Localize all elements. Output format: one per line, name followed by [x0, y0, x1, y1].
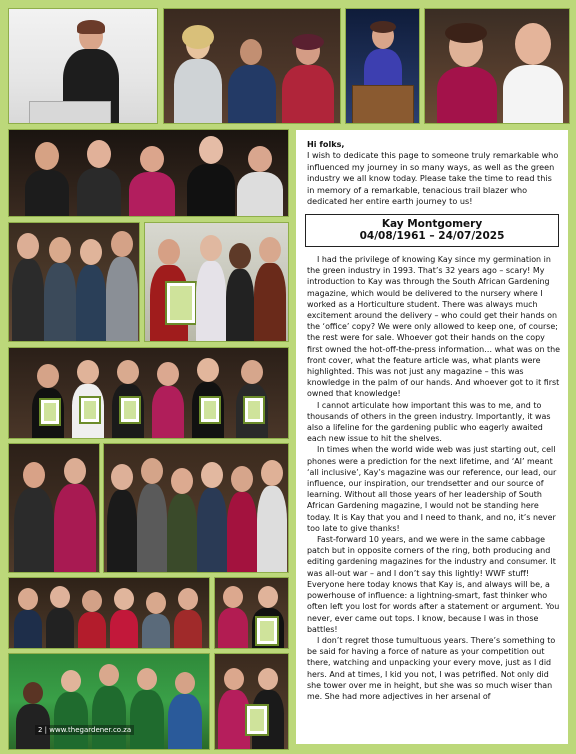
tribute-title-box — [305, 214, 559, 247]
paragraph-1: I had the privilege of knowing Kay since my germination in the green industry in 1993. That’s 32 years ago – scary! My introduction to Kay was through the South African Gardening magazine, which would be delivered to the nursery where I worked as a Horticulture student. There was always much excitement around the delivery – who could get their hands on the ‘office’ copy? We were only allowed to keep one, of course; the rest were for sale. Whoever got their hands on the copy first owned the hot-off-the-press information… what was on the front cover, what the feature article was, what plants were highlighted. This was not just any magazine – this was knowledge in the palm of our hands. And whoever got to it first owned that knowledge! — [307, 255, 561, 399]
photo-ceremony-group — [8, 577, 210, 649]
tribute-name: Kay Montgomery — [381, 218, 483, 230]
tribute-dates: 04/08/1961 – 24/07/2025 — [359, 230, 505, 242]
greeting-message: I wish to dedicate this page to someone truly remarkable who influenced my journey in so many ways, as well as the green industry we all know today. Please take the time to read this in memory of a remarkable, tenacious trail blazer who dedicated her entire earth journey to us! — [307, 150, 559, 207]
award-certificate — [165, 281, 197, 325]
paragraph-2: I cannot articulate how important this was to me, and to thousands of others in the green industry. Importantly, it was also a lifeline for the gardening public who eagerly awaited each new issue to hit the shelves. — [307, 400, 551, 444]
paragraph-4: Fast-forward 10 years, and we were in the same cabbage patch but in opposite corners of the ring, both producing and editing gardening magazines for the industry and consumer. It was all-out war – and I don’t say this lightly! WWF stuff! Everyone here today knows that Kay is, and always will be, a powerhouse of influence: a lightning-smart, fast thinker who often left you lost for words after a statement or argument. You never, ever came out tops. I know, because I was in those battles! — [307, 535, 560, 634]
photo-three-women — [163, 8, 341, 124]
article-body — [307, 254, 561, 702]
photo-certificate-winners — [8, 347, 289, 439]
photo-two-women-award — [214, 653, 289, 750]
photo-green-banner-group — [8, 653, 210, 750]
photo-award-presentation — [144, 222, 289, 342]
photo-couple — [424, 8, 570, 124]
paragraph-5: I don’t regret those tumultuous years. There’s something to be said for having a force of nature as your competition out there, watching and unpacking your every move, just as I did hers. And at times, I kid you not, I was petrified. Not only did she tower over me in height, but she was so much wiser than me. She had more adjectives in her arsenal of — [307, 635, 556, 701]
photo-pair-certificate — [214, 577, 289, 649]
photo-speaker-at-podium — [8, 8, 158, 124]
photo-speaker-microphone — [345, 8, 420, 124]
greeting — [307, 139, 559, 207]
photo-four-men — [8, 222, 140, 342]
greeting-salutation: Hi folks, — [307, 139, 345, 149]
page-footer: 2 | www.thegardener.co.za — [35, 725, 134, 735]
photo-group-five — [8, 129, 289, 217]
paragraph-3: In times when the world wide web was just starting out, cell phones were a prediction for the next lifetime, and ‘AI’ meant ‘all inclusive’, Kay’s magazine was our reference, our lead, our influence, our inspiration, our trendsetter and our source of learning. Without all those years of her leadership of South African Gardening magazine, I would not be standing here today. It is Kay that you and I need to thank, and no, it’s never too late to give thanks! — [307, 445, 557, 533]
photo-group-six — [103, 443, 289, 573]
article-text-panel — [296, 130, 568, 744]
photo-two-women — [8, 443, 100, 573]
